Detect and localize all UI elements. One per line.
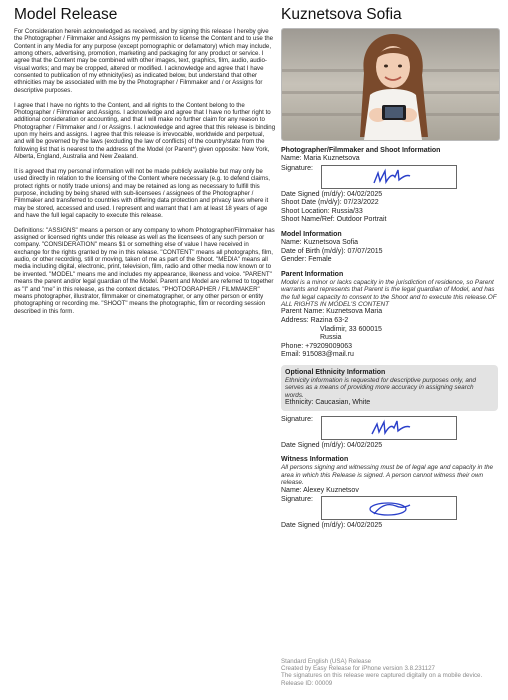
release-title: Model Release	[14, 6, 118, 23]
release-details-column	[281, 6, 498, 531]
parent-email[interactable]: Email: 915083@mail.ru	[281, 351, 354, 359]
footer-capture-note: The signatures on this release were captured digitally on a mobile device.	[281, 672, 483, 680]
witness-signature-box[interactable]	[321, 496, 457, 520]
model-date-signed: Date Signed (m/d/y): 04/02/2025	[281, 441, 383, 449]
photographer-signature-row	[281, 165, 498, 189]
shoot-location: Shoot Location: Russia/33	[281, 207, 363, 215]
model-signature-image	[322, 417, 456, 439]
release-paragraph-consent: For Consideration herein acknowledged as received, and by signing this release I hereby give the Photographer / Filmmaker and Assigns my permission to license the Content and to use the Content in any Media for any purpose (except pornographic or defamatory) which may include, among others, advertising, promotion, marketing and packaging for any product or service. I agree that the Content may be combined with other images, text, graphics, film, audio, audio-visual works; and may be cropped, altered or modified. I acknowledge and agree that I have consented to publication of my ethnicity(ies) as indicated below, but understand that other ethnicities may be associated with me by the Photographer / Filmmaker and / or Assigns for descriptive purposes.	[14, 28, 274, 94]
parent-note: Model is a minor or lacks capacity in the jurisdiction of residence, so Parent warrants and represents that Parent is the legal guardian of Model, and has the full legal capacity to consent to the Shoot and to execute this release.OF ALL RIGHTS IN MODEL'S CONTENT	[281, 278, 497, 308]
signature-label: Signature:	[281, 496, 313, 504]
parent-heading: Parent Information	[281, 270, 344, 278]
footer-release-id: Release ID: 00009	[281, 679, 333, 687]
photographer-signature-box[interactable]	[321, 165, 457, 189]
photographer-section	[281, 146, 498, 225]
shoot-date: Shoot Date (m/d/y): 07/23/2022	[281, 199, 379, 207]
footer-app-version: Created by Easy Release for iPhone version 3.8.231127	[281, 665, 435, 673]
model-signature-row	[281, 416, 498, 440]
witness-heading: Witness Information	[281, 456, 349, 464]
parent-section	[281, 270, 498, 360]
ethnicity-value: Ethnicity: Caucasian, White	[285, 399, 371, 407]
witness-note: All persons signing and witnessing must be of legal age and capacity in the area in which this Release is signed. A person cannot witness their own release.	[281, 464, 494, 487]
witness-date-signed: Date Signed (m/d/y): 04/02/2025	[281, 522, 383, 530]
model-dob: Date of Birth (m/d/y): 07/07/2015	[281, 247, 383, 255]
witness-signature-row	[281, 496, 498, 520]
model-signature-box[interactable]	[321, 416, 457, 440]
shoot-name: Shoot Name/Ref: Outdoor Portrait	[281, 216, 387, 224]
release-paragraph-privacy: It is agreed that my personal information will not be made publicly available but may only be used directly in relation to the licensing of the Content where necessary (e.g. to defend claims, protect rights or notify trade unions) and may be retained as long as necessary to fulfill this purpose, including by being shared with sub-licensees / assignees of the Photographer / Filmmaker and transferred to countries with differing data protection and privacy laws where it may be stored, accessed and used. I represent and warrant that I am at least 18 years of age and have the full legal capacity to execute this release.	[14, 167, 270, 219]
model-name: Name: Kuznetsova Sofia	[281, 238, 359, 246]
photographer-name: Name: Maria Kuznetsova	[281, 155, 360, 162]
parent-address-line-1: Address: Razina 63-2	[281, 316, 349, 324]
photographer-heading: Photographer/Filmmaker and Shoot Information	[281, 147, 441, 154]
release-terms-column	[14, 6, 276, 322]
release-footer	[281, 658, 496, 687]
model-photo-image	[282, 29, 499, 140]
signature-label: Signature:	[281, 415, 313, 423]
model-signature-section	[281, 416, 498, 451]
model-photo	[281, 28, 500, 141]
parent-address-line-2: Vladimir, 33 600015	[320, 325, 382, 333]
witness-name: Name: Alexey Kuznetsov	[281, 486, 359, 494]
witness-signature-image	[322, 497, 456, 519]
footer-release-type: Standard English (USA) Release	[281, 658, 372, 665]
release-paragraph-definitions: Definitions: "ASSIGNS" means a person or any company to whom Photographer/Filmmaker has assigned or licensed rights under this release as well as the licensees of any such person or company. "CONSIDERATION" means $1 or something else of value I have received in exchange for the rights granted by me in this release. "CONTENT" means all photographs, film, audio, or other recording, still or moving, taken of me as part of the Shoot. "MEDIA" means all media including digital, electronic, print, television, film, radio and other media now known or to be invented. "MODEL" means me and includes my appearance, likeness and voice. "PARENT" means the parent and/or legal guardian of the Model. Parent and Model are referred to together as "I" and "me" in this release, as the context dictates. "PHOTOGRAPHER / FILMMAKER" means photographer, illustrator, filmmaker or cinematographer, or any other person or entity photographing or recording me. "SHOOT" means the photographic, film or recording session described in this form.	[14, 226, 275, 315]
model-heading: Model Information	[281, 230, 342, 238]
ethnicity-heading: Optional Ethnicity Information	[285, 368, 386, 376]
release-body	[14, 28, 276, 315]
model-gender: Gender: Female	[281, 256, 332, 264]
model-section	[281, 230, 498, 265]
witness-section	[281, 455, 498, 530]
ethnicity-box	[281, 365, 498, 411]
parent-address-line-3: Russia	[320, 334, 342, 342]
release-paragraph-rights: I agree that I have no rights to the Content, and all rights to the Content belong to the Photographer / Filmmaker and Assigns. I acknowledge and agree that I have no further right to additional consideration or accounting, and that I will make no further claim for any reason to Photographer / Filmmaker and / or Assigns. I acknowledge and agree that this release is binding upon my heirs and assigns. I agree that this release is irrevocable, worldwide and perpetual, and will be governed by the laws (excluding the law of conflicts) of the country/state from the following list that is nearest to the address of the Model (or Parent*) given opposite: New York, Alberta, England, Australia and New Zealand.	[14, 101, 276, 160]
ethnicity-note: Ethnicity information is requested for descriptive purposes only, and serves as a means of providing more accuracy in assigning search words.	[285, 376, 476, 399]
photographer-date-signed: Date Signed (m/d/y): 04/02/2025	[281, 190, 383, 198]
model-name-title: Kuznetsova Sofia	[281, 6, 402, 23]
signature-label: Signature:	[281, 164, 313, 172]
photographer-signature-image	[322, 166, 456, 188]
parent-name: Parent Name: Kuznetsova Maria	[281, 308, 383, 316]
parent-phone: Phone: +79209009063	[281, 342, 353, 350]
